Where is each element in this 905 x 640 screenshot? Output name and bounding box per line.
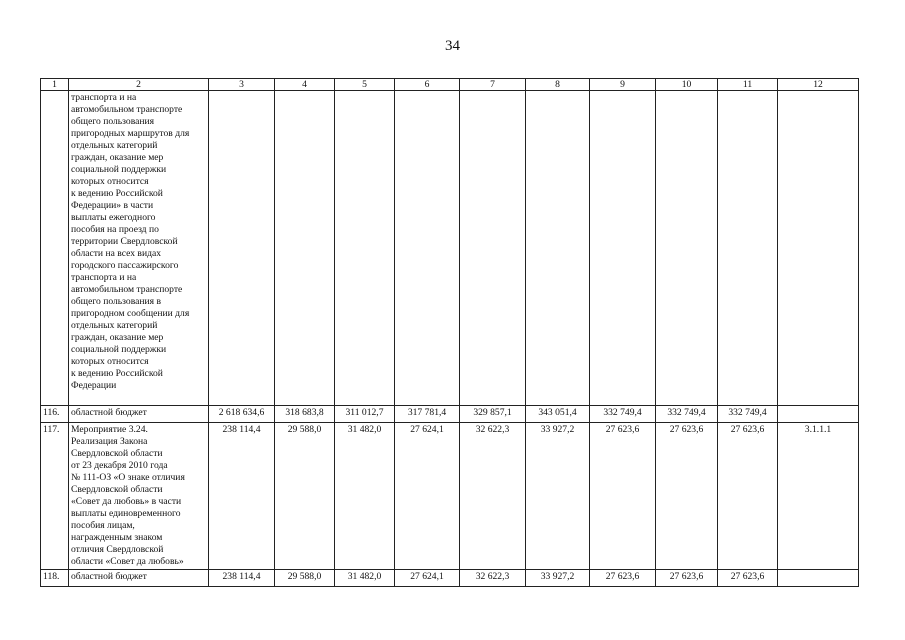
value-cell <box>656 91 718 406</box>
value-cell: 32 622,3 <box>460 423 526 570</box>
value-cell: 238 114,4 <box>209 423 275 570</box>
column-number: 9 <box>590 79 656 91</box>
value-cell: 27 623,6 <box>718 423 778 570</box>
value-cell: 332 749,4 <box>590 406 656 423</box>
column-number: 8 <box>526 79 590 91</box>
value-cell: 27 623,6 <box>590 570 656 587</box>
value-cell: 343 051,4 <box>526 406 590 423</box>
row-description: областной бюджет <box>69 570 209 587</box>
column-number: 5 <box>335 79 395 91</box>
column-number: 4 <box>275 79 335 91</box>
value-cell <box>335 91 395 406</box>
column-number: 7 <box>460 79 526 91</box>
value-cell: 238 114,4 <box>209 570 275 587</box>
value-cell: 27 623,6 <box>718 570 778 587</box>
value-cell: 332 749,4 <box>656 406 718 423</box>
table-row <box>41 423 859 570</box>
table-row <box>41 570 859 587</box>
value-cell: 31 482,0 <box>335 423 395 570</box>
column-number: 2 <box>69 79 209 91</box>
value-cell: 29 588,0 <box>275 423 335 570</box>
value-cell <box>275 91 335 406</box>
table-row <box>41 406 859 423</box>
page-number: 34 <box>445 38 460 54</box>
row-number: 118. <box>41 570 69 587</box>
value-cell: 318 683,8 <box>275 406 335 423</box>
value-cell: 317 781,4 <box>395 406 460 423</box>
value-cell <box>460 91 526 406</box>
value-cell: 33 927,2 <box>526 423 590 570</box>
value-cell: 33 927,2 <box>526 570 590 587</box>
value-cell <box>590 91 656 406</box>
code-cell <box>778 91 859 406</box>
value-cell <box>395 91 460 406</box>
value-cell: 27 624,1 <box>395 423 460 570</box>
value-cell: 27 623,6 <box>590 423 656 570</box>
value-cell: 31 482,0 <box>335 570 395 587</box>
value-cell: 27 623,6 <box>656 570 718 587</box>
code-cell: 3.1.1.1 <box>778 423 859 570</box>
budget-table <box>40 78 859 587</box>
value-cell: 2 618 634,6 <box>209 406 275 423</box>
code-cell <box>778 570 859 587</box>
row-description: областной бюджет <box>69 406 209 423</box>
code-cell <box>778 406 859 423</box>
value-cell: 27 623,6 <box>656 423 718 570</box>
column-number: 1 <box>41 79 69 91</box>
column-number: 12 <box>778 79 859 91</box>
table-row <box>41 91 859 406</box>
row-number: 116. <box>41 406 69 423</box>
value-cell: 311 012,7 <box>335 406 395 423</box>
column-number: 6 <box>395 79 460 91</box>
value-cell: 27 624,1 <box>395 570 460 587</box>
row-number: 117. <box>41 423 69 570</box>
column-number: 11 <box>718 79 778 91</box>
column-number: 10 <box>656 79 718 91</box>
value-cell <box>209 91 275 406</box>
value-cell <box>526 91 590 406</box>
row-description: транспорта и на автомобильном транспорте общего пользования пригородных маршрутов для отдельных категорий граждан, оказание мер социальной поддержки которых относится к ведению Российской Федерации» в части выплаты ежегодного пособия на проезд по территории Свердловской области на всех видах городского пассажирского транспорта и на автомобильном транспорте общего пользования в пригородном сообщении для отдельных категорий граждан, оказание мер социальной поддержки которых относится к ведению Российской Федерации <box>69 91 209 406</box>
column-number: 3 <box>209 79 275 91</box>
column-number-row <box>41 79 859 91</box>
row-number <box>41 91 69 406</box>
row-description: Мероприятие 3.24. Реализация Закона Свердловской области от 23 декабря 2010 года № 111-ОЗ «О знаке отличия Свердловской области «Совет да любовь» в части выплаты единовременного пособия лицам, награжденным знаком отличия Свердловской области «Совет да любовь» <box>69 423 209 570</box>
value-cell: 332 749,4 <box>718 406 778 423</box>
value-cell: 329 857,1 <box>460 406 526 423</box>
value-cell: 29 588,0 <box>275 570 335 587</box>
value-cell: 32 622,3 <box>460 570 526 587</box>
value-cell <box>718 91 778 406</box>
